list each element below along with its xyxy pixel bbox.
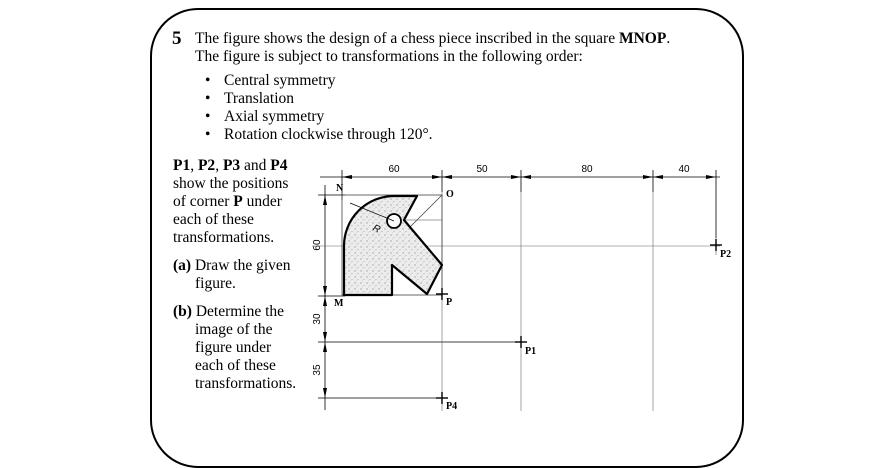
radius-label: R <box>370 222 382 236</box>
dimension-50: 50 <box>476 164 488 175</box>
point-p1-label: P1 <box>525 346 537 357</box>
question-number: 5 <box>172 28 182 49</box>
corner-o-label: O <box>446 189 454 200</box>
description-text: show the positions of corner <box>173 175 289 210</box>
stem-text-b: . <box>666 30 671 47</box>
transformation-item: • Central symmetry <box>202 72 433 90</box>
part-b-text: Determine the image of the figure under each of these transformations. <box>191 303 297 392</box>
transformation-item: • Axial symmetry <box>202 108 433 126</box>
stem-square-name: MNOP <box>618 30 667 47</box>
description-end: under each of these transformations. <box>173 193 282 246</box>
separator: , <box>190 157 198 174</box>
dimension-80: 80 <box>581 164 593 175</box>
dimension-60: 60 <box>388 164 400 175</box>
point-p-label: P <box>446 297 453 308</box>
transformation-item: • Rotation clockwise through 120°. <box>202 126 433 144</box>
and-text: and <box>240 157 271 174</box>
stem-text-line2: The figure is subject to transformations in the following order: <box>195 48 583 65</box>
dimension-60-vertical: 60 <box>312 239 323 251</box>
transformation-item: • Translation <box>202 90 433 108</box>
label-corner: P <box>233 193 243 210</box>
point-p2-label: P2 <box>720 249 732 260</box>
separator: , <box>215 157 223 174</box>
dimension-35-vertical: 35 <box>312 364 323 376</box>
corner-n-label: N <box>336 183 344 194</box>
chess-piece-shape <box>344 196 442 295</box>
dimension-30-vertical: 30 <box>312 313 323 325</box>
stem-text-a: The figure shows the design of a chess piece inscribed in the square <box>195 30 619 47</box>
corner-m-label: M <box>334 298 344 309</box>
left-dimension-line <box>318 185 520 410</box>
part-a-text: Draw the given figure. <box>191 257 291 292</box>
label-p3: P3 <box>222 157 241 174</box>
label-p1: P1 <box>173 157 191 174</box>
label-p4: P4 <box>270 157 288 174</box>
part-b-label: (b) <box>173 303 192 320</box>
point-p4-label: P4 <box>446 401 458 411</box>
dimension-40: 40 <box>678 164 690 175</box>
part-a-label: (a) <box>173 257 192 274</box>
label-p2: P2 <box>197 157 216 174</box>
